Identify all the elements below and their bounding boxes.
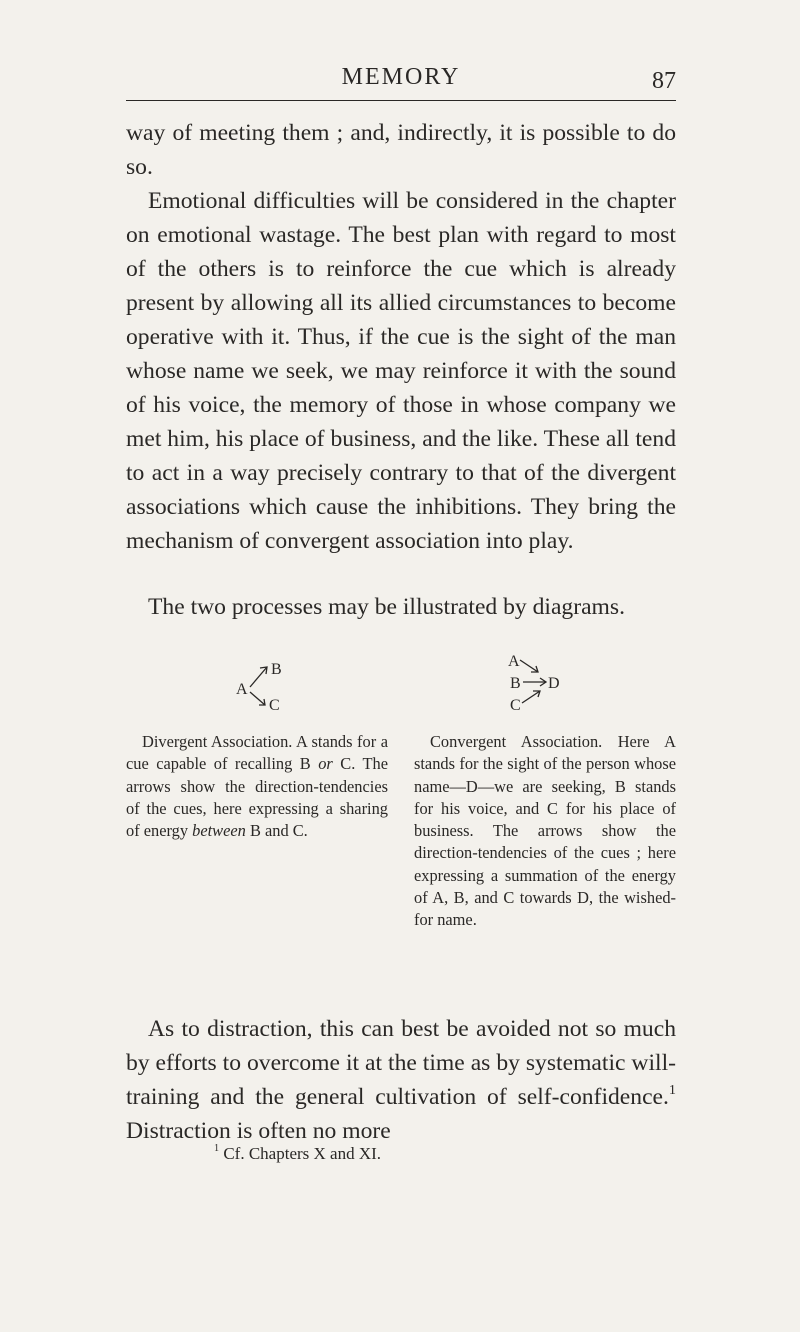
divergent-label-b: B xyxy=(271,661,282,678)
convergent-arrow-b-to-d xyxy=(523,678,546,686)
paragraph-diagrams-intro: The two processes may be illustrated by diagrams. xyxy=(148,594,625,620)
divergent-arrow-to-c xyxy=(250,692,265,705)
convergent-label-a: A xyxy=(508,653,520,670)
paragraph-distraction-text: As to distraction, this can best be avoided not so much by efforts to overcome it at the time as by systematic will-training and the general cultivation of self-confidence. xyxy=(126,1016,676,1110)
divergent-caption-between: between xyxy=(192,821,246,841)
divergent-caption-part1: Divergent Association. A stands for a cue capable of recalling B xyxy=(126,732,388,774)
footnote xyxy=(214,1143,381,1165)
divergent-arrow-to-b xyxy=(250,667,267,687)
convergent-arrow-c-to-d xyxy=(522,691,540,703)
convergent-label-b: B xyxy=(510,675,521,692)
running-head-title: MEMORY xyxy=(341,64,461,90)
divergent-label-c: C xyxy=(269,697,280,714)
running-head xyxy=(126,64,676,101)
divergent-label-a: A xyxy=(236,681,248,698)
divergent-association-diagram xyxy=(230,650,320,730)
divergent-caption-part2: C. The arrows show the direction-tendencies of the cues, here expressing a sharing of energy xyxy=(126,754,388,841)
convergent-label-c: C xyxy=(510,697,521,714)
page-number: 87 xyxy=(652,68,676,94)
paragraph-distraction xyxy=(126,1012,676,1148)
divergent-caption-part3: B and C. xyxy=(245,821,308,841)
divergent-caption-or: or xyxy=(318,754,333,774)
paragraph-distraction-tail: Distraction is often no more xyxy=(126,1118,391,1144)
footnote-marker: 1 xyxy=(214,1143,220,1155)
divergent-caption xyxy=(126,731,388,842)
paragraph-continuation: way of meeting them ; and, indirectly, it is possible to do so. xyxy=(126,120,676,180)
convergent-arrow-a-to-d xyxy=(520,660,538,672)
convergent-label-d: D xyxy=(548,675,560,692)
footnote-reference: 1 xyxy=(668,1081,676,1098)
footnote-text: Cf. Chapters X and XI. xyxy=(219,1144,382,1163)
convergent-association-diagram xyxy=(500,646,600,736)
paragraph-emotional-difficulties: Emotional difficulties will be considered in the chapter on emotional wastage. The best plan with regard to most of the others is to reinforce the cue which is already present by allowing all its allied circumstances to become operative with it. Thus, if the cue is the sight of the man whose name we seek, we may reinforce it with the sound of his voice, the memory of those in whose company we met him, his place of business, and the like. These all tend to act in a way precisely contrary to that of the divergent associations which cause the inhibitions. They bring the mechanism of convergent association into play. xyxy=(126,188,676,554)
convergent-caption: Convergent Association. Here A stands for the sight of the person whose name—D—we are seeking, B stands for his voice, and C for his place of business. The arrows show the direction-tendencies of the cues ; here expressing a summation of the energy of A, B, and C towards D, the wished-for name. xyxy=(414,732,676,930)
